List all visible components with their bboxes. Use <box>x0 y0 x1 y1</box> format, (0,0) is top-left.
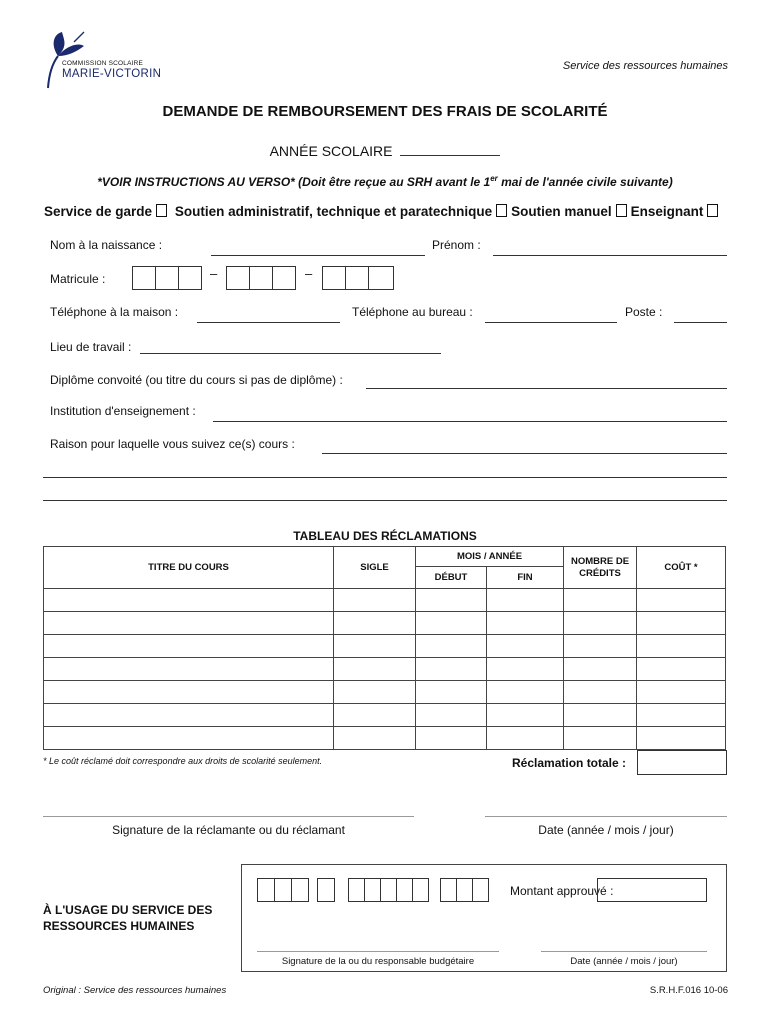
category-checkbox-admin[interactable] <box>496 204 507 217</box>
hr-code-box-4[interactable] <box>317 878 335 902</box>
table-row <box>44 704 726 727</box>
hr-code-box-11[interactable] <box>456 878 473 902</box>
cell-cost[interactable] <box>637 704 726 727</box>
category-checkbox-teacher[interactable] <box>707 204 718 217</box>
cell-end[interactable] <box>487 727 564 750</box>
cell-credits[interactable] <box>564 704 637 727</box>
workplace-label: Lieu de travail : <box>50 340 132 354</box>
matricule-digit-5[interactable] <box>249 266 273 290</box>
cell-code[interactable] <box>334 681 416 704</box>
instructions-text: *VOIR INSTRUCTIONS AU VERSO* (Doit être reçue au SRH avant le 1 <box>97 175 491 189</box>
matricule-dash-2: – <box>305 266 313 281</box>
table-row <box>44 635 726 658</box>
cell-cost[interactable] <box>637 727 726 750</box>
header-start: DÉBUT <box>416 567 487 589</box>
cell-credits[interactable] <box>564 589 637 612</box>
hr-code-box-9[interactable] <box>412 878 429 902</box>
cell-code[interactable] <box>334 704 416 727</box>
claimant-signature-caption: Signature de la réclamante ou du réclamant <box>112 823 345 837</box>
school-year <box>0 143 770 159</box>
cell-start[interactable] <box>416 727 487 750</box>
table-row <box>44 658 726 681</box>
approved-amount-label: Montant approuvé : <box>510 884 614 898</box>
work-phone-field[interactable] <box>485 322 617 323</box>
cell-end[interactable] <box>487 658 564 681</box>
cell-end[interactable] <box>487 704 564 727</box>
category-label-admin: Soutien administratif, technique et paratechnique <box>174 204 493 219</box>
cell-credits[interactable] <box>564 681 637 704</box>
table-row <box>44 612 726 635</box>
cell-start[interactable] <box>416 681 487 704</box>
cell-cost[interactable] <box>637 681 726 704</box>
cell-course-title[interactable] <box>44 589 334 612</box>
header-cost: COÛT * <box>637 547 726 589</box>
claim-date-line[interactable] <box>485 816 727 817</box>
hr-title-line2: RESSOURCES HUMAINES <box>43 919 195 933</box>
hr-code-box-12[interactable] <box>472 878 489 902</box>
hr-date-line[interactable] <box>541 951 707 952</box>
matricule-digit-4[interactable] <box>226 266 250 290</box>
cell-course-title[interactable] <box>44 635 334 658</box>
reason-label: Raison pour laquelle vous suivez ce(s) cours : <box>50 437 295 451</box>
school-year-label: ANNÉE SCOLAIRE <box>269 143 393 159</box>
workplace-field[interactable] <box>140 353 441 354</box>
hr-code-box-6[interactable] <box>364 878 381 902</box>
cell-course-title[interactable] <box>44 681 334 704</box>
first-name-label: Prénom : <box>432 238 481 252</box>
birth-name-label: Nom à la naissance : <box>50 238 163 252</box>
cell-code[interactable] <box>334 658 416 681</box>
cell-start[interactable] <box>416 612 487 635</box>
category-label-teacher: Enseignant <box>630 204 704 219</box>
header-month-year: MOIS / ANNÉE <box>416 547 564 567</box>
cell-start[interactable] <box>416 589 487 612</box>
header-service: Service des ressources humaines <box>562 60 728 72</box>
cell-start[interactable] <box>416 635 487 658</box>
hr-section-title <box>43 902 212 934</box>
diploma-field[interactable] <box>366 388 727 389</box>
matricule-digit-6[interactable] <box>272 266 296 290</box>
cell-end[interactable] <box>487 681 564 704</box>
category-label-manual: Soutien manuel <box>511 204 612 219</box>
category-label-daycare: Service de garde <box>44 204 153 219</box>
institution-field[interactable] <box>213 421 727 422</box>
logo <box>44 28 174 88</box>
cell-cost[interactable] <box>637 589 726 612</box>
approved-amount-field[interactable] <box>597 878 707 902</box>
cell-course-title[interactable] <box>44 704 334 727</box>
matricule-digit-8[interactable] <box>345 266 369 290</box>
cell-start[interactable] <box>416 704 487 727</box>
hr-code-box-7[interactable] <box>380 878 397 902</box>
claim-date-caption: Date (année / mois / jour) <box>538 823 674 837</box>
logo-line2: MARIE-VICTORIN <box>62 68 162 80</box>
header-course-title: TITRE DU COURS <box>44 547 334 589</box>
cell-credits[interactable] <box>564 612 637 635</box>
reason-field-line-3[interactable] <box>43 500 727 501</box>
cost-footnote: * Le coût réclamé doit correspondre aux droits de scolarité seulement. <box>43 756 323 766</box>
instructions-sup: er <box>490 174 498 183</box>
footer-original: Original : Service des ressources humaines <box>43 985 227 996</box>
budget-signature-line[interactable] <box>257 951 499 952</box>
cell-code[interactable] <box>334 612 416 635</box>
home-phone-label: Téléphone à la maison : <box>50 305 179 319</box>
claims-table <box>43 546 726 750</box>
hr-code-box-5[interactable] <box>348 878 365 902</box>
budget-signature-caption: Signature de la ou du responsable budgétaire <box>281 956 475 967</box>
header-end: FIN <box>487 567 564 589</box>
header-code: SIGLE <box>334 547 416 589</box>
reason-field-line-2[interactable] <box>43 477 727 478</box>
school-year-field[interactable] <box>400 143 500 156</box>
category-options <box>44 204 722 219</box>
matricule-digit-1[interactable] <box>132 266 156 290</box>
matricule-digit-3[interactable] <box>178 266 202 290</box>
category-checkbox-manual[interactable] <box>616 204 627 217</box>
total-label: Réclamation totale : <box>512 756 627 770</box>
matricule-digit-7[interactable] <box>322 266 346 290</box>
cell-course-title[interactable] <box>44 658 334 681</box>
cell-cost[interactable] <box>637 612 726 635</box>
reason-field-line-1[interactable] <box>322 453 727 454</box>
cell-course-title[interactable] <box>44 612 334 635</box>
cell-credits[interactable] <box>564 727 637 750</box>
cell-start[interactable] <box>416 658 487 681</box>
extension-label: Poste : <box>625 305 663 319</box>
hr-code-box-2[interactable] <box>274 878 292 902</box>
cell-cost[interactable] <box>637 635 726 658</box>
matricule-digit-9[interactable] <box>368 266 394 290</box>
header-credits: NOMBRE DE CRÉDITS <box>564 547 637 589</box>
cell-cost[interactable] <box>637 658 726 681</box>
instructions <box>0 174 770 189</box>
cell-code[interactable] <box>334 589 416 612</box>
hr-date-caption: Date (année / mois / jour) <box>570 956 678 967</box>
table-row <box>44 681 726 704</box>
claimant-signature-line[interactable] <box>43 816 414 817</box>
cell-end[interactable] <box>487 612 564 635</box>
total-field[interactable] <box>637 750 727 775</box>
work-phone-label: Téléphone au bureau : <box>352 305 473 319</box>
logo-line1: COMMISSION SCOLAIRE <box>62 60 144 67</box>
cell-end[interactable] <box>487 589 564 612</box>
hr-code-box-3[interactable] <box>291 878 309 902</box>
table-row <box>44 727 726 750</box>
claims-title: TABLEAU DES RÉCLAMATIONS <box>293 529 477 543</box>
cell-credits[interactable] <box>564 635 637 658</box>
matricule-label: Matricule : <box>50 272 106 286</box>
matricule-dash-1: – <box>210 266 218 281</box>
cell-credits[interactable] <box>564 658 637 681</box>
table-row <box>44 589 726 612</box>
page-title: DEMANDE DE REMBOURSEMENT DES FRAIS DE SCOLARITÉ <box>162 103 608 120</box>
institution-label: Institution d'enseignement : <box>50 404 196 418</box>
cell-code[interactable] <box>334 635 416 658</box>
hr-code-box-8[interactable] <box>396 878 413 902</box>
hr-title-line1: À L'USAGE DU SERVICE DES <box>43 903 213 917</box>
hr-code-box-10[interactable] <box>440 878 457 902</box>
category-checkbox-daycare[interactable] <box>156 204 167 217</box>
bird-icon <box>44 28 104 90</box>
footer-form-code: S.R.H.F.016 10-06 <box>649 985 728 996</box>
cell-code[interactable] <box>334 727 416 750</box>
cell-end[interactable] <box>487 635 564 658</box>
instructions-text-end: mai de l'année civile suivante) <box>497 175 673 189</box>
matricule-digit-2[interactable] <box>155 266 179 290</box>
cell-course-title[interactable] <box>44 727 334 750</box>
birth-name-field[interactable] <box>211 255 425 256</box>
diploma-label: Diplôme convoité (ou titre du cours si pas de diplôme) : <box>50 373 343 387</box>
extension-field[interactable] <box>674 322 727 323</box>
first-name-field[interactable] <box>493 255 727 256</box>
home-phone-field[interactable] <box>197 322 340 323</box>
hr-code-box-1[interactable] <box>257 878 275 902</box>
